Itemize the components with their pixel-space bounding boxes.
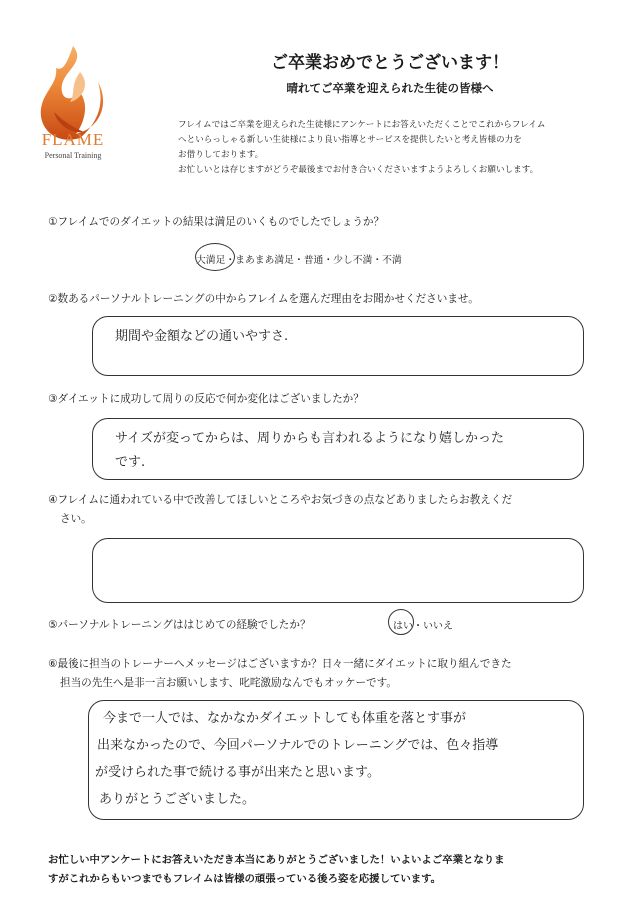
intro-line: フレイムではご卒業を迎えられた生徒様にアンケートにお答えいただくことでこれからフレイム xyxy=(178,120,546,130)
page-title: ご卒業おめでとうございます！ xyxy=(271,53,509,73)
page-subtitle: 晴れてご卒業を迎えられた生徒の皆様へ xyxy=(286,81,494,95)
question-1: ①フレイムでのダイエットの結果は満足のいくものでしたでしょうか？ xyxy=(48,216,385,228)
intro-line: お忙しいとは存じますがどうぞ最後までお付き合いくださいますようよろしくお願いします。 xyxy=(178,165,539,175)
question-3: ③ダイエットに成功して周りの反応で何か変化はございましたか？ xyxy=(48,393,364,405)
question-4-line: ④フレイムに通われている中で改善してほしいところやお気づきの点などありましたらお教えくだ xyxy=(48,494,513,506)
question-1-options[interactable]: 大満足・まあまあ満足・普通・少し不満・不満 xyxy=(196,255,402,266)
footer-line: すがこれからもいつまでもフレイムは皆様の頑張っている後ろ姿を応援しています。 xyxy=(48,873,442,885)
answer-box-6[interactable] xyxy=(88,700,584,820)
brand-name: FLAME xyxy=(41,130,105,149)
question-6-line: ⑥最後に担当のトレーナーへメッセージはございますか？日々一緒にダイエットに取り組んできた xyxy=(48,658,512,670)
answer-6-line: 今まで一人では、なかなかダイエットしても体重を落とす事が xyxy=(103,711,466,726)
answer-6-line: 出来なかったので、今回パーソナルでのトレーニングでは、色々指導 xyxy=(97,738,499,753)
question-2: ②数あるパーソナルトレーニングの中からフレイムを選んだ理由をお聞かせくださいませ。 xyxy=(48,293,479,305)
answer-3-line: です. xyxy=(115,455,146,470)
answer-6-line: が受けられた事で続ける事が出来たと思います。 xyxy=(95,765,380,780)
answer-3-line: サイズが変ってからは、周りからも言われるようになり嬉しかった xyxy=(115,431,504,446)
answer-box-4[interactable] xyxy=(92,538,584,603)
question-5: ⑤パーソナルトレーニングははじめての経験でしたか？ xyxy=(48,619,311,631)
answer-6-line: ありがとうございました。 xyxy=(99,792,256,807)
intro-line: へといらっしゃる新しい生徒様により良い指導とサービスを提供したいと考え皆様の力を xyxy=(178,135,522,145)
brand-subtitle: Personal Training xyxy=(44,151,102,160)
intro-line: お借りしております。 xyxy=(178,150,264,160)
question-4-line: さい。 xyxy=(60,513,92,525)
answer-2-text: 期間や金額などの通いやすさ. xyxy=(115,329,289,344)
question-5-options[interactable]: はい・いいえ xyxy=(393,621,453,632)
question-6-line: 担当の先生へ是非一言お願いします、叱咤激励なんでもオッケーです。 xyxy=(60,677,397,689)
footer-line: お忙しい中アンケートにお答えいただき本当にありがとうございました！いよいよご卒業となりま xyxy=(48,854,505,866)
answer-box-2[interactable] xyxy=(92,316,584,376)
answer-box-3[interactable] xyxy=(92,418,584,480)
